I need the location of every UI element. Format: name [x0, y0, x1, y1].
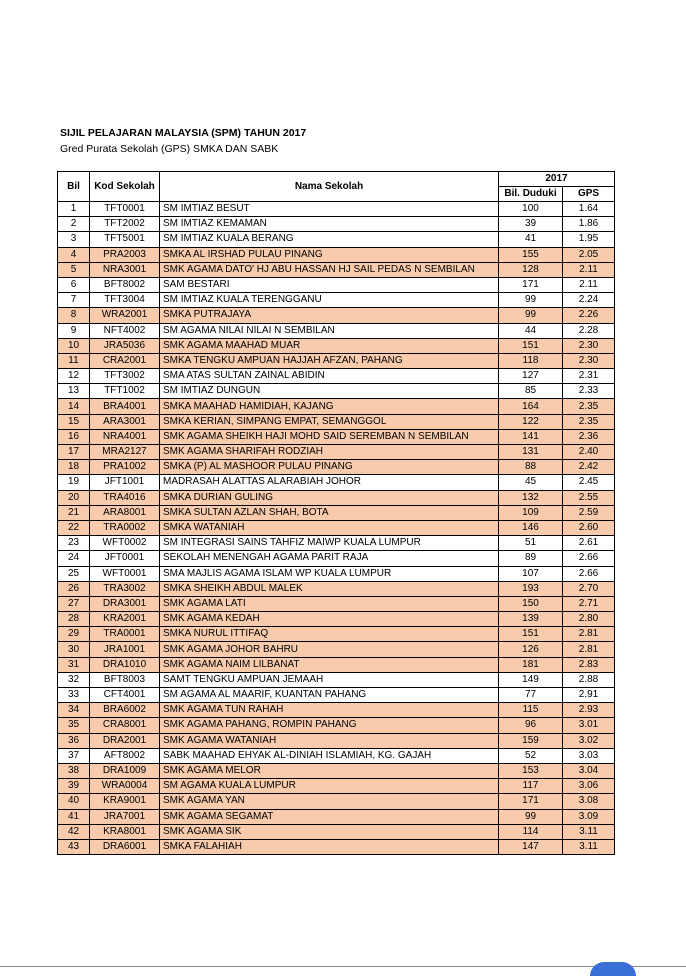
gps-cell: 2.55 — [563, 490, 615, 505]
table-row — [58, 323, 615, 338]
gps-cell: 2.59 — [563, 505, 615, 520]
gps-cell: 2.91 — [563, 688, 615, 703]
bil-cell: 13 — [58, 384, 90, 399]
bil-duduki-cell: 171 — [499, 794, 563, 809]
kod-sekolah-cell: JRA7001 — [90, 809, 160, 824]
table-row — [58, 703, 615, 718]
kod-sekolah-cell: TFT1002 — [90, 384, 160, 399]
bil-cell: 30 — [58, 642, 90, 657]
gps-cell: 2.11 — [563, 277, 615, 292]
nama-sekolah-cell: SMK AGAMA MELOR — [160, 763, 499, 778]
gps-cell: 3.11 — [563, 839, 615, 854]
gps-cell: 1.64 — [563, 202, 615, 217]
nama-sekolah-cell: SMKA SULTAN AZLAN SHAH, BOTA — [160, 505, 499, 520]
kod-sekolah-cell: TRA0001 — [90, 627, 160, 642]
kod-sekolah-cell: BRA6002 — [90, 703, 160, 718]
gps-cell: 2.35 — [563, 399, 615, 414]
table-row — [58, 657, 615, 672]
bil-duduki-cell: 155 — [499, 247, 563, 262]
bil-cell: 40 — [58, 794, 90, 809]
kod-sekolah-cell: DRA3001 — [90, 596, 160, 611]
nama-sekolah-cell: SMKA AL IRSHAD PULAU PINANG — [160, 247, 499, 262]
gps-cell: 2.24 — [563, 293, 615, 308]
gps-cell: 1.86 — [563, 217, 615, 232]
nama-sekolah-cell: SM IMTIAZ KEMAMAN — [160, 217, 499, 232]
bil-cell: 17 — [58, 445, 90, 460]
nama-sekolah-cell: SMKA KERIAN, SIMPANG EMPAT, SEMANGGOL — [160, 414, 499, 429]
table-row — [58, 551, 615, 566]
gps-cell: 2.93 — [563, 703, 615, 718]
header-year: 2017 — [499, 172, 615, 187]
bil-duduki-cell: 45 — [499, 475, 563, 490]
page-divider — [0, 966, 686, 967]
bil-cell: 10 — [58, 338, 90, 353]
kod-sekolah-cell: CRA2001 — [90, 353, 160, 368]
nama-sekolah-cell: SMK AGAMA SHARIFAH RODZIAH — [160, 445, 499, 460]
bil-cell: 31 — [58, 657, 90, 672]
bil-duduki-cell: 107 — [499, 566, 563, 581]
kod-sekolah-cell: DRA1010 — [90, 657, 160, 672]
table-row — [58, 581, 615, 596]
table-row — [58, 399, 615, 414]
bil-cell: 42 — [58, 824, 90, 839]
bil-cell: 1 — [58, 202, 90, 217]
table-row — [58, 642, 615, 657]
nama-sekolah-cell: SMKA FALAHIAH — [160, 839, 499, 854]
kod-sekolah-cell: BFT8003 — [90, 672, 160, 687]
kod-sekolah-cell: AFT8002 — [90, 748, 160, 763]
bil-cell: 2 — [58, 217, 90, 232]
nama-sekolah-cell: SMK AGAMA YAN — [160, 794, 499, 809]
bil-duduki-cell: 171 — [499, 277, 563, 292]
table-row — [58, 445, 615, 460]
table-row — [58, 293, 615, 308]
kod-sekolah-cell: NRA4001 — [90, 429, 160, 444]
bil-duduki-cell: 51 — [499, 536, 563, 551]
kod-sekolah-cell: NRA3001 — [90, 262, 160, 277]
nama-sekolah-cell: SMA ATAS SULTAN ZAINAL ABIDIN — [160, 369, 499, 384]
table-row — [58, 688, 615, 703]
kod-sekolah-cell: ARA8001 — [90, 505, 160, 520]
kod-sekolah-cell: ARA3001 — [90, 414, 160, 429]
bil-cell: 37 — [58, 748, 90, 763]
kod-sekolah-cell: BFT8002 — [90, 277, 160, 292]
bil-duduki-cell: 118 — [499, 353, 563, 368]
bil-duduki-cell: 164 — [499, 399, 563, 414]
gps-cell: 2.70 — [563, 581, 615, 596]
bil-duduki-cell: 96 — [499, 718, 563, 733]
bil-duduki-cell: 122 — [499, 414, 563, 429]
table-row — [58, 627, 615, 642]
nama-sekolah-cell: SMK AGAMA PAHANG, ROMPIN PAHANG — [160, 718, 499, 733]
bil-cell: 6 — [58, 277, 90, 292]
nama-sekolah-cell: MADRASAH ALATTAS ALARABIAH JOHOR — [160, 475, 499, 490]
bil-duduki-cell: 100 — [499, 202, 563, 217]
table-row — [58, 612, 615, 627]
gps-cell: 2.71 — [563, 596, 615, 611]
kod-sekolah-cell: TRA3002 — [90, 581, 160, 596]
gps-cell: 2.30 — [563, 338, 615, 353]
kod-sekolah-cell: WRA2001 — [90, 308, 160, 323]
bil-duduki-cell: 127 — [499, 369, 563, 384]
nama-sekolah-cell: SMK AGAMA TUN RAHAH — [160, 703, 499, 718]
bil-duduki-cell: 128 — [499, 262, 563, 277]
bil-cell: 33 — [58, 688, 90, 703]
gps-table — [57, 171, 615, 855]
bil-duduki-cell: 149 — [499, 672, 563, 687]
table-row — [58, 824, 615, 839]
bil-cell: 38 — [58, 763, 90, 778]
table-row — [58, 247, 615, 262]
bil-duduki-cell: 151 — [499, 627, 563, 642]
bil-cell: 43 — [58, 839, 90, 854]
kod-sekolah-cell: TRA4016 — [90, 490, 160, 505]
gps-cell: 2.81 — [563, 642, 615, 657]
document-title: SIJIL PELAJARAN MALAYSIA (SPM) TAHUN 2017 — [60, 127, 307, 139]
kod-sekolah-cell: PRA1002 — [90, 460, 160, 475]
kod-sekolah-cell: NFT4002 — [90, 323, 160, 338]
bil-cell: 12 — [58, 369, 90, 384]
bil-cell: 41 — [58, 809, 90, 824]
nama-sekolah-cell: SMK AGAMA SHEIKH HAJI MOHD SAID SEREMBAN N SEMBILAN — [160, 429, 499, 444]
bil-cell: 15 — [58, 414, 90, 429]
table-row — [58, 202, 615, 217]
bil-cell: 16 — [58, 429, 90, 444]
gps-cell: 2.81 — [563, 627, 615, 642]
bil-duduki-cell: 77 — [499, 688, 563, 703]
nama-sekolah-cell: SM IMTIAZ KUALA TERENGGANU — [160, 293, 499, 308]
gps-cell: 3.06 — [563, 779, 615, 794]
nama-sekolah-cell: SMK AGAMA JOHOR BAHRU — [160, 642, 499, 657]
header-kod-sekolah: Kod Sekolah — [90, 172, 160, 202]
bil-cell: 20 — [58, 490, 90, 505]
bil-duduki-cell: 153 — [499, 763, 563, 778]
kod-sekolah-cell: JRA5036 — [90, 338, 160, 353]
kod-sekolah-cell: MRA2127 — [90, 445, 160, 460]
nama-sekolah-cell: SMKA MAAHAD HAMIDIAH, KAJANG — [160, 399, 499, 414]
table-row — [58, 217, 615, 232]
nama-sekolah-cell: SMKA DURIAN GULING — [160, 490, 499, 505]
table-row — [58, 839, 615, 854]
table-row — [58, 748, 615, 763]
table-row — [58, 232, 615, 247]
gps-cell: 2.40 — [563, 445, 615, 460]
nama-sekolah-cell: SMK AGAMA SIK — [160, 824, 499, 839]
kod-sekolah-cell: TFT5001 — [90, 232, 160, 247]
bil-cell: 11 — [58, 353, 90, 368]
nama-sekolah-cell: SMKA WATANIAH — [160, 520, 499, 535]
bil-duduki-cell: 150 — [499, 596, 563, 611]
kod-sekolah-cell: TFT3004 — [90, 293, 160, 308]
bil-duduki-cell: 131 — [499, 445, 563, 460]
kod-sekolah-cell: KRA9001 — [90, 794, 160, 809]
gps-cell: 3.03 — [563, 748, 615, 763]
kod-sekolah-cell: KRA8001 — [90, 824, 160, 839]
table-row — [58, 490, 615, 505]
bil-cell: 9 — [58, 323, 90, 338]
gps-cell: 2.66 — [563, 551, 615, 566]
nama-sekolah-cell: SM IMTIAZ KUALA BERANG — [160, 232, 499, 247]
kod-sekolah-cell: WFT0002 — [90, 536, 160, 551]
nama-sekolah-cell: SEKOLAH MENENGAH AGAMA PARIT RAJA — [160, 551, 499, 566]
bil-duduki-cell: 89 — [499, 551, 563, 566]
bil-duduki-cell: 44 — [499, 323, 563, 338]
bil-cell: 3 — [58, 232, 90, 247]
bil-cell: 28 — [58, 612, 90, 627]
kod-sekolah-cell: PRA2003 — [90, 247, 160, 262]
nama-sekolah-cell: SMK AGAMA DATO' HJ ABU HASSAN HJ SAIL PEDAS N SEMBILAN — [160, 262, 499, 277]
bil-cell: 32 — [58, 672, 90, 687]
bil-duduki-cell: 52 — [499, 748, 563, 763]
table-row — [58, 794, 615, 809]
kod-sekolah-cell: TFT3002 — [90, 369, 160, 384]
bil-duduki-cell: 85 — [499, 384, 563, 399]
gps-cell: 2.60 — [563, 520, 615, 535]
table-row — [58, 475, 615, 490]
bil-duduki-cell: 39 — [499, 217, 563, 232]
kod-sekolah-cell: DRA6001 — [90, 839, 160, 854]
gps-cell: 2.30 — [563, 353, 615, 368]
kod-sekolah-cell: WRA0004 — [90, 779, 160, 794]
gps-cell: 3.11 — [563, 824, 615, 839]
bil-cell: 4 — [58, 247, 90, 262]
table-row — [58, 733, 615, 748]
table-row — [58, 809, 615, 824]
gps-cell: 2.42 — [563, 460, 615, 475]
bil-duduki-cell: 41 — [499, 232, 563, 247]
nama-sekolah-cell: SMKA SHEIKH ABDUL MALEK — [160, 581, 499, 596]
kod-sekolah-cell: JFT1001 — [90, 475, 160, 490]
nama-sekolah-cell: SM IMTIAZ DUNGUN — [160, 384, 499, 399]
gps-cell: 2.35 — [563, 414, 615, 429]
gps-cell: 2.83 — [563, 657, 615, 672]
bil-cell: 27 — [58, 596, 90, 611]
kod-sekolah-cell: DRA1009 — [90, 763, 160, 778]
nama-sekolah-cell: SMK AGAMA WATANIAH — [160, 733, 499, 748]
bil-duduki-cell: 151 — [499, 338, 563, 353]
kod-sekolah-cell: TFT2002 — [90, 217, 160, 232]
nama-sekolah-cell: SMKA TENGKU AMPUAN HAJJAH AFZAN, PAHANG — [160, 353, 499, 368]
nama-sekolah-cell: SMA MAJLIS AGAMA ISLAM WP KUALA LUMPUR — [160, 566, 499, 581]
bil-cell: 14 — [58, 399, 90, 414]
bil-duduki-cell: 139 — [499, 612, 563, 627]
table-row — [58, 566, 615, 581]
table-row — [58, 369, 615, 384]
nama-sekolah-cell: SMK AGAMA NAIM LILBANAT — [160, 657, 499, 672]
nama-sekolah-cell: SAMT TENGKU AMPUAN JEMAAH — [160, 672, 499, 687]
nama-sekolah-cell: SMK AGAMA MAAHAD MUAR — [160, 338, 499, 353]
bil-cell: 39 — [58, 779, 90, 794]
table-row — [58, 460, 615, 475]
table-row — [58, 505, 615, 520]
bil-duduki-cell: 99 — [499, 293, 563, 308]
header-bil: Bil — [58, 172, 90, 202]
bil-cell: 18 — [58, 460, 90, 475]
gps-cell: 2.11 — [563, 262, 615, 277]
bil-cell: 7 — [58, 293, 90, 308]
bil-duduki-cell: 147 — [499, 839, 563, 854]
kod-sekolah-cell: DRA2001 — [90, 733, 160, 748]
bil-duduki-cell: 109 — [499, 505, 563, 520]
gps-cell: 2.66 — [563, 566, 615, 581]
gps-cell: 2.61 — [563, 536, 615, 551]
bil-cell: 34 — [58, 703, 90, 718]
table-row — [58, 277, 615, 292]
bil-cell: 24 — [58, 551, 90, 566]
bil-duduki-cell: 181 — [499, 657, 563, 672]
table-row — [58, 763, 615, 778]
kod-sekolah-cell: TRA0002 — [90, 520, 160, 535]
nama-sekolah-cell: SAM BESTARI — [160, 277, 499, 292]
bil-cell: 23 — [58, 536, 90, 551]
bil-cell: 5 — [58, 262, 90, 277]
nama-sekolah-cell: SMKA NURUL ITTIFAQ — [160, 627, 499, 642]
nama-sekolah-cell: SM IMTIAZ BESUT — [160, 202, 499, 217]
bil-cell: 22 — [58, 520, 90, 535]
bil-duduki-cell: 132 — [499, 490, 563, 505]
corner-badge-icon — [590, 962, 636, 976]
bil-duduki-cell: 114 — [499, 824, 563, 839]
document-subtitle: Gred Purata Sekolah (GPS) SMKA DAN SABK — [60, 143, 279, 155]
bil-cell: 8 — [58, 308, 90, 323]
header-bil-duduki: Bil. Duduki — [499, 187, 563, 202]
nama-sekolah-cell: SMK AGAMA KEDAH — [160, 612, 499, 627]
kod-sekolah-cell: WFT0001 — [90, 566, 160, 581]
header-nama-sekolah: Nama Sekolah — [160, 172, 499, 202]
kod-sekolah-cell: TFT0001 — [90, 202, 160, 217]
bil-cell: 35 — [58, 718, 90, 733]
bil-duduki-cell: 88 — [499, 460, 563, 475]
nama-sekolah-cell: SABK MAAHAD EHYAK AL-DINIAH ISLAMIAH, KG. GAJAH — [160, 748, 499, 763]
nama-sekolah-cell: SMKA PUTRAJAYA — [160, 308, 499, 323]
bil-cell: 26 — [58, 581, 90, 596]
table-row — [58, 338, 615, 353]
bil-cell: 36 — [58, 733, 90, 748]
nama-sekolah-cell: SMKA (P) AL MASHOOR PULAU PINANG — [160, 460, 499, 475]
gps-cell: 2.36 — [563, 429, 615, 444]
gps-cell: 2.80 — [563, 612, 615, 627]
header-gps: GPS — [563, 187, 615, 202]
gps-cell: 2.88 — [563, 672, 615, 687]
gps-cell: 1.95 — [563, 232, 615, 247]
bil-duduki-cell: 159 — [499, 733, 563, 748]
nama-sekolah-cell: SMK AGAMA LATI — [160, 596, 499, 611]
table-row — [58, 414, 615, 429]
gps-cell: 2.31 — [563, 369, 615, 384]
nama-sekolah-cell: SMK AGAMA SEGAMAT — [160, 809, 499, 824]
table-row — [58, 353, 615, 368]
bil-duduki-cell: 117 — [499, 779, 563, 794]
table-row — [58, 718, 615, 733]
table-body — [58, 202, 615, 855]
bil-duduki-cell: 99 — [499, 308, 563, 323]
kod-sekolah-cell: BRA4001 — [90, 399, 160, 414]
gps-cell: 2.26 — [563, 308, 615, 323]
nama-sekolah-cell: SM INTEGRASI SAINS TAHFIZ MAIWP KUALA LUMPUR — [160, 536, 499, 551]
gps-cell: 2.45 — [563, 475, 615, 490]
table-row — [58, 520, 615, 535]
bil-cell: 29 — [58, 627, 90, 642]
table-row — [58, 672, 615, 687]
gps-cell: 3.02 — [563, 733, 615, 748]
bil-duduki-cell: 141 — [499, 429, 563, 444]
bil-duduki-cell: 146 — [499, 520, 563, 535]
bil-duduki-cell: 115 — [499, 703, 563, 718]
gps-cell: 3.09 — [563, 809, 615, 824]
table-row — [58, 596, 615, 611]
bil-cell: 21 — [58, 505, 90, 520]
table-row — [58, 308, 615, 323]
gps-cell: 2.28 — [563, 323, 615, 338]
nama-sekolah-cell: SM AGAMA KUALA LUMPUR — [160, 779, 499, 794]
kod-sekolah-cell: JRA1001 — [90, 642, 160, 657]
bil-duduki-cell: 193 — [499, 581, 563, 596]
nama-sekolah-cell: SM AGAMA AL MAARIF, KUANTAN PAHANG — [160, 688, 499, 703]
kod-sekolah-cell: CRA8001 — [90, 718, 160, 733]
kod-sekolah-cell: JFT0001 — [90, 551, 160, 566]
bil-duduki-cell: 126 — [499, 642, 563, 657]
gps-cell: 3.01 — [563, 718, 615, 733]
bil-cell: 19 — [58, 475, 90, 490]
gps-cell: 3.04 — [563, 763, 615, 778]
gps-cell: 2.05 — [563, 247, 615, 262]
kod-sekolah-cell: KRA2001 — [90, 612, 160, 627]
bil-duduki-cell: 99 — [499, 809, 563, 824]
nama-sekolah-cell: SM AGAMA NILAI NILAI N SEMBILAN — [160, 323, 499, 338]
kod-sekolah-cell: CFT4001 — [90, 688, 160, 703]
table-row — [58, 429, 615, 444]
table-row — [58, 536, 615, 551]
bil-cell: 25 — [58, 566, 90, 581]
table-row — [58, 262, 615, 277]
table-row — [58, 384, 615, 399]
table-row — [58, 779, 615, 794]
gps-cell: 2.33 — [563, 384, 615, 399]
gps-cell: 3.08 — [563, 794, 615, 809]
